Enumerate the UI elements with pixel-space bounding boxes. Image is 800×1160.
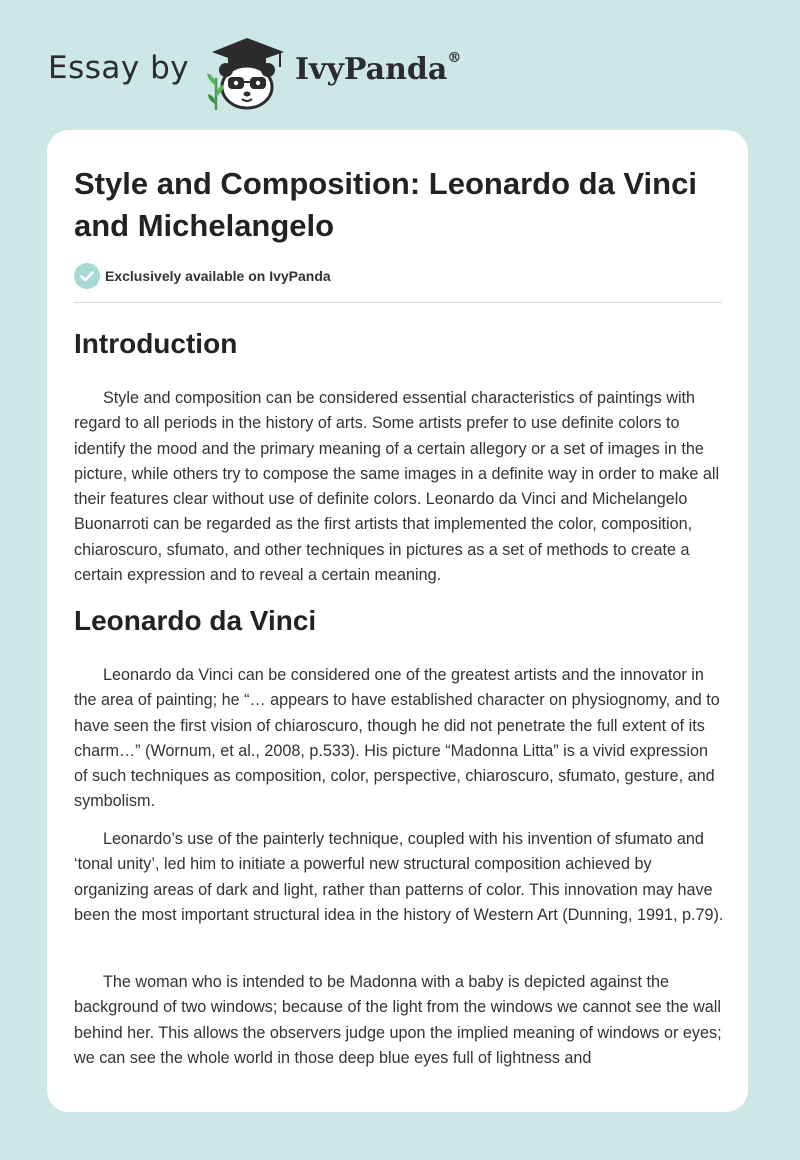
- essay-card: [47, 130, 748, 1112]
- check-icon: [74, 263, 100, 289]
- exclusive-badge: [74, 263, 674, 289]
- essay-by-label: Essay by: [48, 50, 190, 86]
- section-heading-leonardo: Leonardo da Vinci: [74, 605, 317, 636]
- section-heading-introduction: Introduction: [74, 328, 238, 359]
- site-header: [48, 34, 508, 114]
- paragraph: Style and composition can be considered essential characteristics of paintings with regard to all periods in the history of arts. Some artists prefer to use definite colors to identify the mood and the primary meaning of a certain allegory or a set of images in the picture, while others try to compose the same images in a definite way in order to make all their features clear without use of definite colors. Leonardo da Vinci and Michelangelo Buonarroti can be regarded as the first artists that implemented the color, composition, chiaroscuro, sfumato, and other techniques in pictures as a set of methods to create a certain expression and to reveal a certain meaning.: [74, 389, 720, 585]
- paragraph: Leonardo da Vinci can be considered one of the greatest artists and the innovator in the area of painting; he “… appears to have established character on physiognomy, and to have seen the first vision of chiaroscuro, though he did not penetrate the full extent of its charm…” (Wornum, et al., 2008, p.533). His picture “Madonna Litta” is a vivid expression of such techniques as composition, color, perspective, chiaroscuro, sfumato, gesture, and symbolism.: [74, 666, 720, 811]
- divider: [74, 302, 722, 303]
- brand-name[interactable]: IvyPanda®: [295, 50, 462, 87]
- exclusive-label: Exclusively available on IvyPanda: [105, 268, 331, 284]
- paragraph: The woman who is intended to be Madonna with a baby is depicted against the background of two windows; because of the light from the windows we cannot see the wall behind her. This allows the observers judge upon the implied meaning of windows or eyes; we can see the whole world in those deep blue eyes full of lightness and: [74, 973, 722, 1067]
- page-title: Style and Composition: Leonardo da Vinci and Michelangelo: [74, 166, 697, 243]
- registered-mark: ®: [447, 50, 462, 66]
- paragraph: Leonardo’s use of the painterly technique, coupled with his invention of sfumato and ‘tonal unity’, led him to initiate a powerful new structural composition achieved by organizing areas of dark and light, rather than patterns of color. This innovation may have been the most important structural idea in the history of Western Art (Dunning, 1991, p.79).: [74, 830, 724, 924]
- graduate-panda-icon[interactable]: [202, 34, 292, 112]
